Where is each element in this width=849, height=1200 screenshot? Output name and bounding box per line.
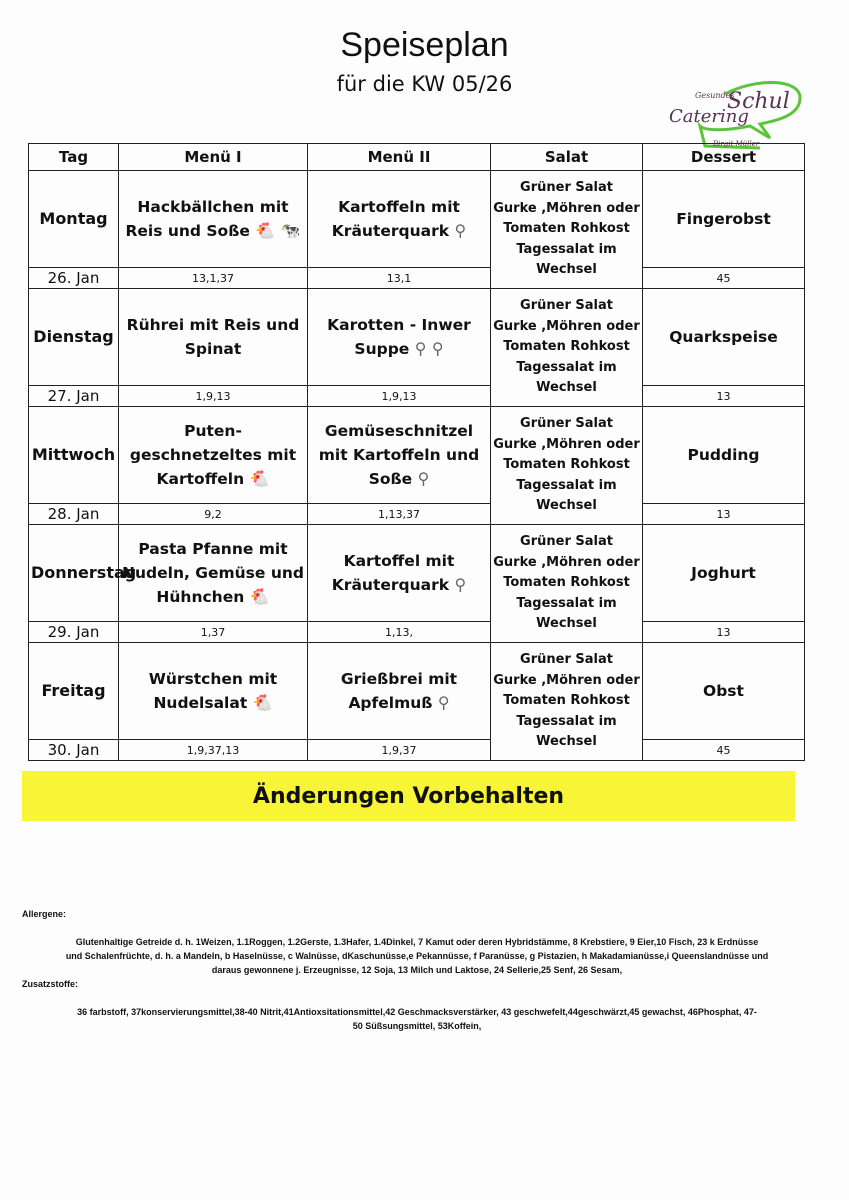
svg-text:Birgit Müller: Birgit Müller bbox=[713, 140, 760, 148]
salat-line: Grüner Salat bbox=[520, 180, 613, 196]
column-header: Tag bbox=[29, 144, 119, 171]
radish-icon: ⚲ bbox=[414, 339, 427, 358]
day-date: 29. Jan bbox=[29, 622, 119, 643]
menu2-dish: Karotten - Inwer Suppe bbox=[327, 316, 471, 358]
menu1-cell bbox=[119, 171, 308, 268]
changes-reserved-banner: Änderungen Vorbehalten bbox=[22, 771, 795, 821]
allergen-row bbox=[29, 268, 805, 289]
menu2-allergens: 1,13, bbox=[308, 622, 491, 643]
menu1-dish: Würstchen mit Nudelsalat bbox=[148, 670, 278, 712]
menu2-cell bbox=[308, 171, 491, 268]
menu1-dish: Puten-geschnetzeltes mit Kartoffeln bbox=[129, 422, 297, 488]
salat-line: Wechsel bbox=[536, 734, 597, 750]
menu2-cell bbox=[308, 407, 491, 504]
menu1-allergens: 1,9,13 bbox=[119, 386, 308, 407]
zusatz-line: 36 farbstoff, 37konservierungsmittel,38-40 Nitrit,41Antioxsitationsmittel,42 Geschmacksverstärker, 43 geschwefelt,44geschwärzt,45 gewachst, 46Phosphat, 47- bbox=[77, 1007, 757, 1017]
day-name: Freitag bbox=[29, 643, 119, 740]
chicken-icon: 🐔 bbox=[249, 469, 270, 488]
menu1-cell bbox=[119, 643, 308, 740]
menu1-allergens: 1,9,37,13 bbox=[119, 740, 308, 761]
day-name: Montag bbox=[29, 171, 119, 268]
day-row bbox=[29, 407, 805, 504]
salat-line: Tomaten Rohkost bbox=[503, 457, 630, 473]
chicken-icon: 🐔 bbox=[252, 693, 273, 712]
day-date: 28. Jan bbox=[29, 504, 119, 525]
menu1-dish: Pasta Pfanne mit Nudeln, Gemüse und Hühnchen bbox=[122, 540, 304, 606]
day-date: 30. Jan bbox=[29, 740, 119, 761]
salat-line: Wechsel bbox=[536, 380, 597, 396]
dessert-cell: Joghurt bbox=[643, 525, 805, 622]
menu-table bbox=[28, 143, 805, 761]
menu1-dish: Hackbällchen mit Reis und Soße bbox=[125, 198, 289, 240]
radish-icon: ⚲ bbox=[454, 575, 467, 594]
salat-line: Wechsel bbox=[536, 262, 597, 278]
salat-line: Gurke ,Möhren oder bbox=[493, 672, 640, 688]
radish-icon: ⚲ bbox=[437, 693, 450, 712]
dessert-allergens: 13 bbox=[643, 622, 805, 643]
dessert-cell: Pudding bbox=[643, 407, 805, 504]
salat-cell bbox=[491, 643, 643, 761]
salat-line: Grüner Salat bbox=[520, 652, 613, 668]
radish-icon: ⚲ bbox=[417, 469, 430, 488]
dessert-allergens: 13 bbox=[643, 386, 805, 407]
salat-line: Grüner Salat bbox=[520, 298, 613, 314]
dessert-allergens: 45 bbox=[643, 740, 805, 761]
page-title: Speiseplan bbox=[340, 26, 509, 64]
menu2-cell bbox=[308, 643, 491, 740]
day-row bbox=[29, 171, 805, 268]
dessert-cell: Obst bbox=[643, 643, 805, 740]
allergene-line: Glutenhaltige Getreide d. h. 1Weizen, 1.1Roggen, 1.2Gerste, 1.3Hafer, 1.4Dinkel, 7 Kamut oder deren Hybridstämme, 8 Krebstiere, 9 Eier,10 Fisch, 23 k Erdnüsse bbox=[75, 937, 759, 947]
menu2-allergens: 1,13,37 bbox=[308, 504, 491, 525]
salat-line: Gurke ,Möhren oder bbox=[493, 554, 640, 570]
day-name: Donnerstag bbox=[29, 525, 119, 622]
allergen-row bbox=[29, 386, 805, 407]
column-header: Menü II bbox=[308, 144, 491, 171]
menu2-dish: Gemüseschnitzel mit Kartoffeln und Soße bbox=[318, 422, 480, 488]
menu2-cell bbox=[308, 289, 491, 386]
svg-text:Gesundes: Gesundes bbox=[695, 91, 735, 100]
menu1-cell bbox=[119, 407, 308, 504]
day-row bbox=[29, 289, 805, 386]
dessert-cell: Quarkspeise bbox=[643, 289, 805, 386]
salat-line: Tomaten Rohkost bbox=[503, 339, 630, 355]
menu1-allergens: 9,2 bbox=[119, 504, 308, 525]
allergen-row bbox=[29, 740, 805, 761]
salat-line: Gurke ,Möhren oder bbox=[493, 200, 640, 216]
day-row bbox=[29, 643, 805, 740]
menu1-allergens: 13,1,37 bbox=[119, 268, 308, 289]
svg-text:Catering: Catering bbox=[669, 106, 749, 127]
salat-cell bbox=[491, 171, 643, 289]
menu2-dish: Grießbrei mit Apfelmuß bbox=[340, 670, 458, 712]
salat-line: Tagessalat im bbox=[516, 359, 617, 375]
day-date: 27. Jan bbox=[29, 386, 119, 407]
salat-cell bbox=[491, 289, 643, 407]
allergene-line: und Schalenfrüchte, d. h. a Mandeln, b Haselnüsse, c Walnüsse, dKaschunüsse,e Pekannüsse, f Paranüsse, g Pistazien, h Makadamianüsse,i Queenslandnüsse und bbox=[65, 951, 769, 961]
menu1-cell bbox=[119, 525, 308, 622]
day-date: 26. Jan bbox=[29, 268, 119, 289]
chicken-icon: 🐔 bbox=[249, 587, 270, 606]
menu2-dish: Kartoffeln mit Kräuterquark bbox=[331, 198, 460, 240]
salat-line: Gurke ,Möhren oder bbox=[493, 318, 640, 334]
content-flow bbox=[22, 143, 812, 1033]
svg-text:Schul: Schul bbox=[727, 89, 790, 114]
chicken-icon: 🐔 bbox=[255, 221, 276, 240]
menu2-allergens: 13,1 bbox=[308, 268, 491, 289]
cow-icon: 🐄 bbox=[280, 221, 301, 240]
menu1-dish: Rührei mit Reis und Spinat bbox=[126, 316, 300, 358]
menu2-allergens: 1,9,13 bbox=[308, 386, 491, 407]
menu2-allergens: 1,9,37 bbox=[308, 740, 491, 761]
allergen-legend bbox=[22, 907, 812, 1033]
salat-line: Tomaten Rohkost bbox=[503, 693, 630, 709]
salat-line: Tagessalat im bbox=[516, 595, 617, 611]
salat-line: Tagessalat im bbox=[516, 713, 617, 729]
column-header: Dessert bbox=[643, 144, 805, 171]
day-name: Mittwoch bbox=[29, 407, 119, 504]
salat-line: Tagessalat im bbox=[516, 477, 617, 493]
allergene-line: daraus gewonnene j. Erzeugnisse, 12 Soja, 13 Milch und Laktose, 24 Sellerie,25 Senf, 26 Sesam, bbox=[211, 965, 623, 975]
page-subtitle: für die KW 05/26 bbox=[336, 72, 513, 96]
menu2-dish: Kartoffel mit Kräuterquark bbox=[331, 552, 455, 594]
zusatzstoffe-label: Zusatzstoffe: bbox=[22, 979, 78, 989]
column-header: Salat bbox=[491, 144, 643, 171]
menu1-cell bbox=[119, 289, 308, 386]
day-name: Dienstag bbox=[29, 289, 119, 386]
dessert-allergens: 13 bbox=[643, 504, 805, 525]
radish-icon: ⚲ bbox=[431, 339, 444, 358]
salat-line: Grüner Salat bbox=[520, 416, 613, 432]
salat-line: Gurke ,Möhren oder bbox=[493, 436, 640, 452]
allergen-row bbox=[29, 622, 805, 643]
salat-line: Wechsel bbox=[536, 616, 597, 632]
radish-icon: ⚲ bbox=[454, 221, 467, 240]
salat-line: Grüner Salat bbox=[520, 534, 613, 550]
menu2-cell bbox=[308, 525, 491, 622]
allergene-label: Allergene: bbox=[22, 909, 67, 919]
column-header: Menü I bbox=[119, 144, 308, 171]
salat-line: Tagessalat im bbox=[516, 241, 617, 257]
dessert-allergens: 45 bbox=[643, 268, 805, 289]
salat-cell bbox=[491, 407, 643, 525]
salat-line: Wechsel bbox=[536, 498, 597, 514]
allergen-row bbox=[29, 504, 805, 525]
menu1-allergens: 1,37 bbox=[119, 622, 308, 643]
zusatz-line: 50 Süßsungsmittel, 53Koffein, bbox=[352, 1021, 482, 1031]
day-row bbox=[29, 525, 805, 622]
salat-line: Tomaten Rohkost bbox=[503, 575, 630, 591]
salat-line: Tomaten Rohkost bbox=[503, 221, 630, 237]
salat-cell bbox=[491, 525, 643, 643]
dessert-cell: Fingerobst bbox=[643, 171, 805, 268]
